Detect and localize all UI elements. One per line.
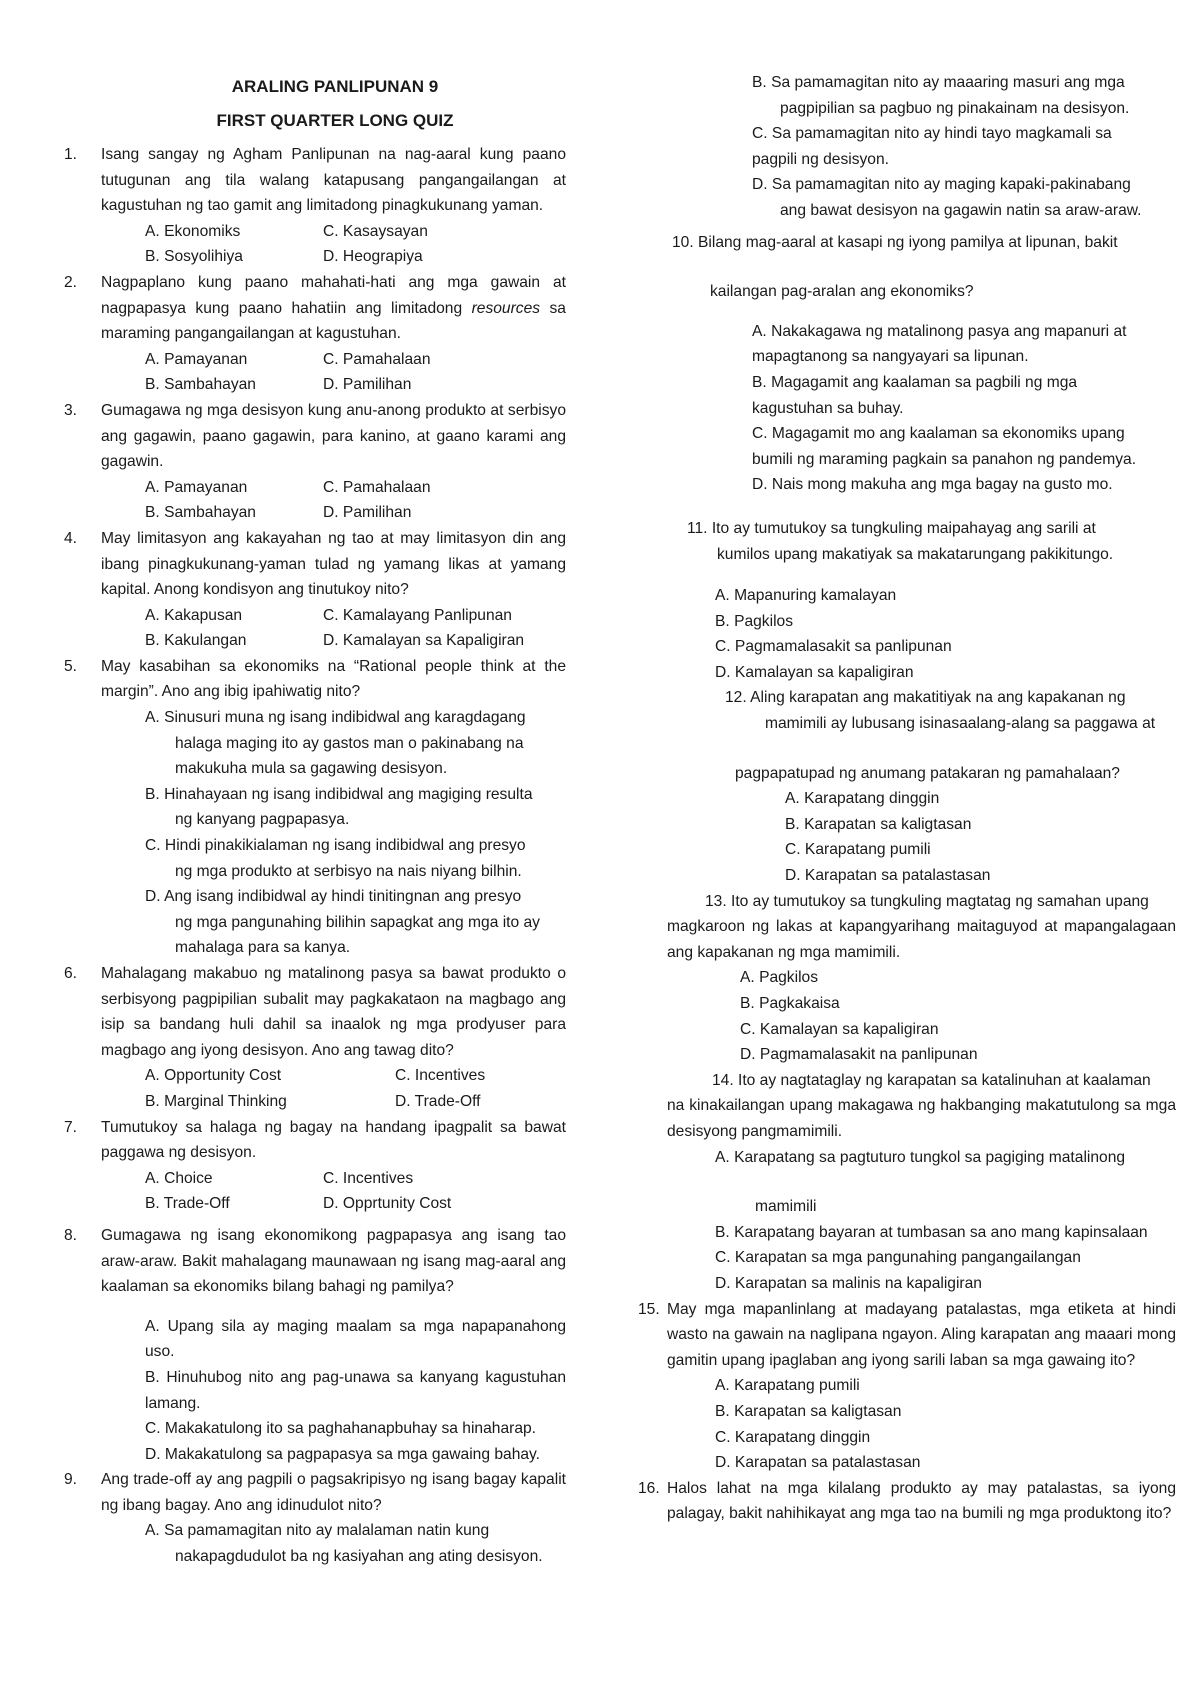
choices-row bbox=[64, 1063, 566, 1089]
question-text: Ang trade-off ay ang pagpili o pagsakripisyo ng isang bagay kapalit ng ibang bagay. Ano ang idinudulot nito? bbox=[101, 1471, 566, 1514]
choice-d[interactable]: D. Karapatan sa patalastasan bbox=[715, 1454, 921, 1472]
question-9 bbox=[64, 1467, 566, 1518]
quiz-title: ARALING PANLIPUNAN 9 bbox=[231, 77, 439, 96]
question-10 bbox=[640, 230, 1176, 305]
choices-row bbox=[64, 1089, 566, 1115]
choice-b[interactable]: B. Marginal Thinking bbox=[145, 1092, 287, 1110]
question-8 bbox=[64, 1223, 566, 1300]
question-1 bbox=[64, 142, 566, 219]
choices-row bbox=[64, 244, 566, 270]
choice-b[interactable]: B. Trade-Off bbox=[145, 1195, 230, 1213]
choice-d[interactable]: D. Makakatulong sa pagpapasya sa mga gawaing bahay. bbox=[145, 1445, 541, 1463]
question-7 bbox=[64, 1115, 566, 1166]
question-text: 11. Ito ay tumutukoy sa tungkuling maipahayag ang sarili at bbox=[687, 519, 1096, 537]
choice-b[interactable]: B. Karapatan sa kaligtasan bbox=[715, 1402, 902, 1420]
question-number: 7. bbox=[64, 1118, 78, 1136]
question-number: 8. bbox=[64, 1226, 78, 1244]
choice-c[interactable]: C. Hindi pinakikialaman ng isang indibidwal ang presyo ng mga produkto at serbisyo na nais niyang bilhin. bbox=[145, 837, 526, 880]
choice-a[interactable]: A. Karapatang pumili bbox=[715, 1377, 860, 1395]
choice-a[interactable]: A. Pamayanan bbox=[145, 350, 248, 368]
question-number: 3. bbox=[64, 401, 78, 419]
choice-d[interactable]: D. Kamalayan sa Kapaligiran bbox=[323, 632, 525, 650]
question-text: May kasabihan sa ekonomiks na “Rational people think at the margin”. Ano ang ibig ipahiwatig nito? bbox=[101, 657, 566, 701]
choice-d[interactable]: D. Opprtunity Cost bbox=[323, 1195, 452, 1213]
question-13 bbox=[640, 889, 1176, 966]
choice-d[interactable]: D. Karapatan sa patalastasan bbox=[785, 867, 991, 885]
choice-a[interactable]: A. Pagkilos bbox=[740, 969, 819, 987]
choice-c[interactable]: C. Makakatulong ito sa paghahanapbuhay sa hinaharap. bbox=[145, 1420, 536, 1438]
question-16 bbox=[638, 1476, 1176, 1527]
choice-c[interactable]: C. Magagamit mo ang kaalaman sa ekonomiks upang bumili ng maraming pagkain sa panahon ng pandemya. bbox=[752, 425, 1137, 468]
question-number: 9. bbox=[64, 1471, 78, 1489]
question-text-cont: pagpapatupad ng anumang patakaran ng pamahalaan? bbox=[735, 764, 1120, 782]
question-number: 5. bbox=[64, 657, 78, 675]
choice-d[interactable]: D. Heograpiya bbox=[323, 248, 423, 266]
choice-d[interactable]: D. Pamilihan bbox=[323, 504, 412, 522]
choices-row bbox=[64, 347, 566, 373]
choice-c[interactable]: C. Pamahalaan bbox=[323, 478, 431, 496]
question-text-cont: mamimili ay lubusang isinasaalang-alang sa paggawa at bbox=[765, 715, 1156, 733]
choice-b[interactable]: B. Sa pamamagitan nito ay maaaring masuri ang mga pagpipilian sa pagbuo ng pinakainam na desisyon. bbox=[752, 74, 1130, 117]
left-column bbox=[64, 70, 566, 1570]
question-number: 2. bbox=[64, 273, 78, 291]
choice-c[interactable]: C. Karapatan sa mga pangunahing pangangailangan bbox=[715, 1249, 1081, 1267]
choice-c[interactable]: C. Pagmamalasakit sa panlipunan bbox=[715, 638, 952, 656]
question-text: Gumagawa ng isang ekonomikong pagpapasya ang isang tao araw-araw. Bakit mahalagang maunawaan ng isang mag-aaral ang kaalaman sa ekonomiks bilang bahagi ng pamilya? bbox=[101, 1226, 566, 1296]
choice-d[interactable]: D. Sa pamamagitan nito ay maging kapaki-pakinabang ang bawat desisyon na gagawin natin sa araw-araw. bbox=[752, 176, 1142, 219]
choice-c[interactable]: C. Karapatang pumili bbox=[785, 841, 931, 859]
choice-b[interactable]: B. Hinahayaan ng isang indibidwal ang magiging resulta ng kanyang pagpapasya. bbox=[145, 785, 533, 829]
choice-b[interactable]: B. Sosyolihiya bbox=[145, 248, 243, 266]
choice-a[interactable]: A. Sa pamamagitan nito ay malalaman natin kung nakapagdudulot ba ng kasiyahan ang ating desisyon. bbox=[145, 1522, 543, 1566]
choice-a[interactable]: A. Choice bbox=[145, 1169, 213, 1187]
question-11 bbox=[640, 516, 1176, 567]
question-number: 4. bbox=[64, 529, 78, 547]
choice-a[interactable]: A. Karapatang sa pagtuturo tungkol sa pagiging matalinong mamimili bbox=[715, 1148, 1126, 1216]
choice-b[interactable]: B. Kakulangan bbox=[145, 632, 247, 650]
choice-c[interactable]: C. Karapatang dinggin bbox=[715, 1428, 871, 1446]
quiz-subtitle: FIRST QUARTER LONG QUIZ bbox=[216, 111, 454, 130]
question-text: Mahalagang makabuo ng matalinong pasya sa bawat produkto o serbisyong pagpipilian subalit may pagkakataon na magbago ang isip sa bandang huli dahil sa inaalok ng mga prodyuser para magbago ang iyong desisyon. Ano ang tawag dito? bbox=[101, 965, 566, 1059]
emphasis-resources: resources bbox=[471, 299, 541, 317]
choices-row bbox=[64, 475, 566, 501]
choice-a[interactable]: A. Nakakagawa ng matalinong pasya ang mapanuri at mapagtanong sa nangyayari sa lipunan. bbox=[752, 322, 1127, 366]
choice-a[interactable]: A. Kakapusan bbox=[145, 606, 243, 624]
right-column bbox=[640, 70, 1176, 1527]
choice-a[interactable]: A. Karapatang dinggin bbox=[785, 790, 940, 808]
choice-d[interactable]: D. Kamalayan sa kapaligiran bbox=[715, 663, 914, 681]
question-number: 15. bbox=[638, 1300, 660, 1318]
choice-b[interactable]: B. Pagkakaisa bbox=[740, 995, 840, 1012]
choice-c[interactable]: C. Kasaysayan bbox=[323, 222, 428, 240]
choices-row bbox=[64, 219, 566, 245]
question-text: 12. Aling karapatan ang makatitiyak na ang kapakanan ng bbox=[725, 689, 1126, 707]
question-number: 6. bbox=[64, 965, 78, 982]
choice-d[interactable]: D. Pagmamalasakit na panlipunan bbox=[740, 1046, 978, 1064]
question-text: Halos lahat na mga kilalang produkto ay may patalastas, sa iyong palagay, bakit nahihikayat ang mga tao na bumili ng mga produktong ito? bbox=[667, 1479, 1176, 1523]
question-text-cont: na kinakailangan upang makagawa ng hakbanging makatutulong sa mga desisyong pangmamimili. bbox=[667, 1097, 1176, 1140]
question-text: 14. Ito ay nagtataglay ng karapatan sa katalinuhan at kaalaman bbox=[712, 1071, 1151, 1089]
question-12 bbox=[640, 685, 1176, 786]
choice-b[interactable]: B. Hinuhubog nito ang pag-unawa sa kanyang kagustuhan lamang. bbox=[145, 1368, 566, 1412]
choice-c[interactable]: C. Kamalayang Panlipunan bbox=[323, 606, 512, 624]
choice-a[interactable]: A. Pamayanan bbox=[145, 478, 248, 496]
choices-row bbox=[64, 1191, 566, 1217]
choice-c[interactable]: C. Kamalayan sa kapaligiran bbox=[740, 1020, 939, 1038]
question-text-cont: magkaroon ng lakas at kapangyarihang maitaguyod at mapangalagaan ang kapakanan ng mga mamimili. bbox=[667, 918, 1176, 961]
question-2 bbox=[64, 270, 566, 347]
question-text: Nagpaplano kung paano mahahati-hati ang mga gawain at nagpapasya kung paano hahatiin ang limitadong resources sa maraming pangangailangan at kagustuhan. bbox=[101, 273, 566, 343]
question-text: Tumutukoy sa halaga ng bagay na handang ipagpalit sa bawat paggawa ng desisyon. bbox=[101, 1118, 566, 1162]
choice-b[interactable]: B. Pagkilos bbox=[715, 612, 794, 630]
choices-row bbox=[64, 500, 566, 526]
choice-d[interactable]: D. Ang isang indibidwal ay hindi tinitingnan ang presyo ng mga pangunahing bilihin sapagkat ang mga ito ay mahalaga para sa kanya. bbox=[145, 888, 540, 957]
choices-row bbox=[64, 372, 566, 398]
choice-d[interactable]: D. Pamilihan bbox=[323, 376, 412, 394]
question-5 bbox=[64, 654, 566, 705]
choice-c[interactable]: C. Sa pamamagitan nito ay hindi tayo magkamali sa pagpili ng desisyon. bbox=[752, 125, 1112, 168]
question-text: 13. Ito ay tumutukoy sa tungkuling magtatag ng samahan upang bbox=[705, 892, 1149, 910]
question-text: May limitasyon ang kakayahan ng tao at may limitasyon din ang ibang pinagkukunang-yaman tulad ng yamang likas at yamang kapital. Anong kondisyon ang tinutukoy nito? bbox=[101, 529, 566, 599]
choice-c[interactable]: C. Pamahalaan bbox=[323, 350, 431, 368]
choice-d[interactable]: D. Trade-Off bbox=[395, 1092, 481, 1110]
question-text: Gumagawa ng mga desisyon kung anu-anong produkto at serbisyo ang gagawin, paano gagawin, para kanino, at gaano karami ang gagawin. bbox=[101, 401, 566, 471]
question-text: Isang sangay ng Agham Panlipunan na nag-aaral kung paano tutugunan ang tila walang katapusang pangangailangan at kagustuhan ng tao gamit ang limitadong pinagkukunang yaman. bbox=[101, 146, 566, 215]
choice-b[interactable]: B. Magagamit ang kaalaman sa pagbili ng mga kagustuhan sa buhay. bbox=[752, 373, 1078, 417]
choice-c[interactable]: C. Incentives bbox=[395, 1067, 486, 1085]
choice-b[interactable]: B. Karapatan sa kaligtasan bbox=[785, 815, 972, 833]
choices-row bbox=[64, 1166, 566, 1192]
choices-row bbox=[64, 628, 566, 654]
choice-b[interactable]: B. Sambahayan bbox=[145, 376, 256, 394]
question-text-cont: kailangan pag-aralan ang ekonomiks? bbox=[710, 283, 974, 301]
question-15 bbox=[638, 1297, 1176, 1374]
choice-a[interactable]: A. Opportunity Cost bbox=[145, 1067, 282, 1085]
question-6 bbox=[64, 961, 566, 1063]
choice-b[interactable]: B. Karapatang bayaran at tumbasan sa ano mang kapinsalaan bbox=[715, 1223, 1148, 1241]
choice-a[interactable]: A. Mapanuring kamalayan bbox=[715, 587, 897, 605]
question-text-cont: kumilos upang makatiyak sa makatarungang pakikitungo. bbox=[717, 545, 1114, 563]
question-3 bbox=[64, 398, 566, 475]
question-number: 1. bbox=[64, 146, 78, 163]
choice-a[interactable]: A. Ekonomiks bbox=[145, 222, 241, 240]
question-14 bbox=[640, 1068, 1176, 1145]
question-number: 16. bbox=[638, 1479, 660, 1497]
choice-c[interactable]: C. Incentives bbox=[323, 1169, 414, 1187]
choices-row bbox=[64, 603, 566, 629]
choice-d[interactable]: D. Nais mong makuha ang mga bagay na gusto mo. bbox=[752, 476, 1113, 494]
choice-a[interactable]: A. Upang sila ay maging maalam sa mga napapanahong uso. bbox=[145, 1317, 566, 1361]
question-4 bbox=[64, 526, 566, 603]
choice-b[interactable]: B. Sambahayan bbox=[145, 504, 256, 522]
choice-d[interactable]: D. Karapatan sa malinis na kapaligiran bbox=[715, 1274, 982, 1292]
choice-a[interactable]: A. Sinusuri muna ng isang indibidwal ang karagdagang halaga maging ito ay gastos man o pakinabang na makukuha mula sa gagawing desisyon. bbox=[145, 709, 526, 778]
question-text: 10. Bilang mag-aaral at kasapi ng iyong pamilya at lipunan, bakit bbox=[672, 233, 1118, 251]
question-text: May mga mapanlinlang at madayang patalastas, mga etiketa at hindi wasto na gawain na naglipana ngayon. Aling karapatan ang maaari mong gamitin upang ipaglaban ang iyong sarili laban sa mga gawaing ito? bbox=[667, 1300, 1176, 1369]
